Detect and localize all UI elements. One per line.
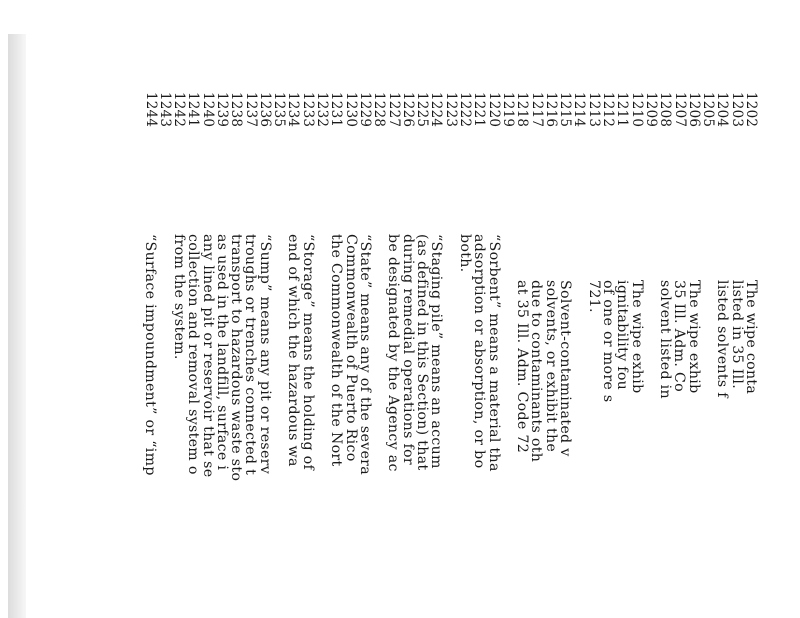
document-text-line: collection and removal system o bbox=[185, 234, 202, 475]
line-number: 1213 bbox=[585, 92, 602, 128]
document-text-line: The wipe exhib bbox=[685, 280, 702, 394]
line-number: 1234 bbox=[285, 92, 302, 128]
line-number: 1233 bbox=[299, 92, 316, 128]
document-text-line: “State” means any of the severa bbox=[356, 234, 373, 476]
document-text-line: troughs or trenches connected t bbox=[242, 234, 259, 476]
line-number: 1209 bbox=[642, 92, 659, 128]
line-number: 1223 bbox=[442, 92, 459, 128]
line-number: 1216 bbox=[542, 92, 559, 128]
document-text-line: the Commonwealth of the Nort bbox=[328, 234, 345, 467]
document-text-line: “Sump” means any pit or reserv bbox=[256, 234, 273, 475]
line-number: 1239 bbox=[214, 92, 231, 128]
line-number: 1226 bbox=[399, 92, 416, 128]
line-number: 1227 bbox=[385, 92, 402, 128]
document-text-line: due to contaminants oth bbox=[528, 280, 545, 463]
line-number: 1208 bbox=[657, 92, 674, 128]
document-text-line: The wipe conta bbox=[743, 280, 759, 395]
document-text-line: “Staging pile” means an accum bbox=[428, 234, 445, 469]
line-number: 1240 bbox=[199, 92, 216, 128]
document-text-line: of one or more s bbox=[600, 280, 616, 403]
line-number: 1224 bbox=[428, 92, 445, 128]
document-text-line: solvents, or exhibit the bbox=[542, 280, 559, 453]
document-text-line: “Sorbent” means a material tha bbox=[485, 234, 502, 472]
line-number: 1236 bbox=[256, 92, 273, 128]
document-text-line: (as defined in this Section) that bbox=[414, 234, 431, 471]
line-number: 1235 bbox=[271, 92, 288, 128]
line-number: 1222 bbox=[457, 92, 474, 128]
document-text-line: during remedial operations for bbox=[399, 234, 416, 465]
document-text-line: listed solvents f bbox=[714, 280, 731, 398]
line-number: 1206 bbox=[685, 92, 702, 128]
line-number: 1231 bbox=[328, 92, 345, 128]
document-text-line: Commonwealth of Puerto Rico bbox=[342, 234, 359, 462]
line-number: 1238 bbox=[228, 92, 245, 128]
scan-shadow-edge bbox=[8, 34, 26, 618]
document-text-line: adsorption or absorption, or bo bbox=[471, 234, 488, 469]
line-number: 1228 bbox=[371, 92, 388, 128]
line-number: 1210 bbox=[628, 92, 645, 128]
line-number: 1214 bbox=[571, 92, 588, 128]
line-number: 1203 bbox=[728, 92, 745, 128]
document-text-line: listed in 35 Ill. bbox=[728, 280, 745, 390]
document-text-line: from the system. bbox=[171, 234, 187, 360]
document-text-line: solvent listed in bbox=[657, 280, 674, 399]
line-number: 1229 bbox=[356, 92, 373, 128]
document-text-line: ignitability fou bbox=[614, 280, 631, 391]
line-number: 1212 bbox=[600, 92, 617, 128]
rotated-document bbox=[118, 92, 758, 618]
line-number: 1242 bbox=[171, 92, 188, 128]
line-number: 1232 bbox=[314, 92, 331, 128]
line-number: 1211 bbox=[614, 92, 631, 128]
document-text-line: Solvent-contaminated v bbox=[557, 280, 574, 457]
document-text-line: “Surface impoundment” or “imp bbox=[142, 234, 159, 476]
document-text-line: both. bbox=[457, 234, 473, 273]
line-number-column bbox=[143, 92, 758, 132]
line-number: 1244 bbox=[142, 92, 159, 128]
line-number: 1230 bbox=[342, 92, 359, 128]
line-number: 1243 bbox=[156, 92, 173, 128]
line-number: 1207 bbox=[671, 92, 688, 128]
line-number: 1219 bbox=[499, 92, 516, 128]
document-text-line: be designated by the Agency ac bbox=[385, 234, 402, 472]
document-text-line: 35 Ill. Adm. Co bbox=[671, 280, 688, 392]
line-number: 1205 bbox=[700, 92, 717, 128]
line-number: 1204 bbox=[714, 92, 731, 128]
document-text-line: transport to hazardous waste sto bbox=[228, 234, 245, 482]
line-number: 1221 bbox=[471, 92, 488, 128]
line-number: 1241 bbox=[185, 92, 202, 128]
line-number: 1202 bbox=[743, 92, 759, 128]
line-number: 1217 bbox=[528, 92, 545, 128]
line-number: 1220 bbox=[485, 92, 502, 128]
line-number: 1215 bbox=[557, 92, 574, 128]
document-text-line: “Storage” means the holding of bbox=[299, 234, 316, 471]
document-text-line: any lined pit or reservoir that se bbox=[199, 234, 216, 478]
line-number: 1225 bbox=[414, 92, 431, 128]
document-text-line: The wipe exhib bbox=[628, 280, 645, 394]
document-text-line: at 35 Ill. Adm. Code 72 bbox=[514, 280, 531, 454]
document-text-line: as used in the landfill, surface i bbox=[213, 234, 230, 471]
line-number: 1237 bbox=[242, 92, 259, 128]
document-text-line: end of which the hazardous wa bbox=[285, 234, 302, 467]
document-text-line: 721. bbox=[585, 280, 602, 313]
line-number: 1218 bbox=[514, 92, 531, 128]
